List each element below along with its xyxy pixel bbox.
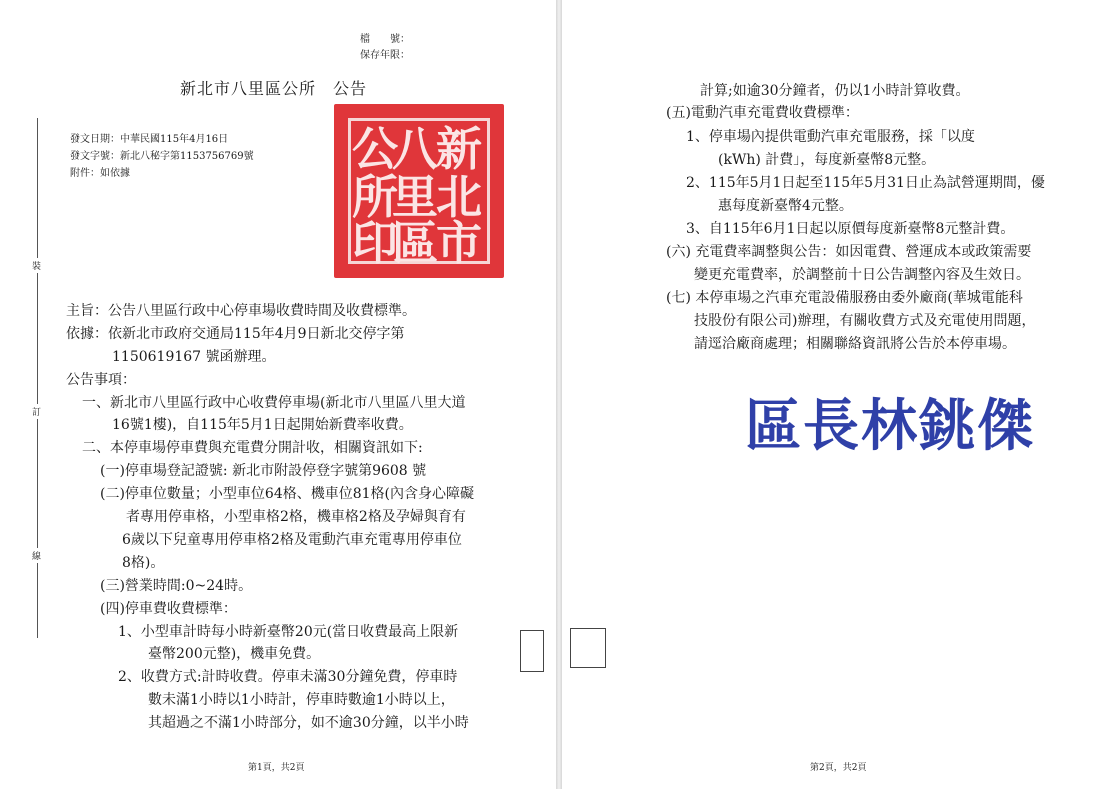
attachment-note: 附件：如依據	[70, 168, 130, 179]
seal-char: 里	[392, 170, 438, 224]
notice-heading: 公告事項：	[66, 372, 136, 388]
sub-item-2-line-2: 者專用停車格，小型車格2格，機車格2格及孕婦與育有	[126, 509, 466, 525]
charge-rule-1-line-1: 1、停車場內提供電動汽車充電服務，採「以度	[686, 129, 975, 145]
sub-item-4: (四)停車費收費標準：	[100, 601, 237, 617]
binding-char-2: 訂	[32, 404, 41, 419]
basis-line-2: 1150619167 號函辦理。	[112, 349, 276, 365]
fee-rule-2-line-3: 其超過之不滿1小時部分，如不逾30分鐘，以半小時	[148, 715, 469, 731]
charge-rule-3: 3、自115年6月1日起以原價每度新臺幣8元整計費。	[686, 221, 1015, 237]
seal-char: 所	[352, 170, 398, 224]
binding-char-1: 裝	[32, 258, 41, 273]
retention-period-label: 保存年限：	[360, 50, 410, 61]
item-1-line-1: 一、新北市八里區行政中心收費停車場(新北市八里區八里大道	[82, 395, 466, 411]
seal-char: 公	[352, 122, 398, 176]
sub-item-2-line-4: 8格)。	[122, 555, 165, 571]
item-1-line-2: 16號1樓)，自115年5月1日起開始新費率收費。	[112, 417, 413, 433]
seal-char: 北	[436, 170, 482, 224]
director-signature: 區長林銚傑	[745, 394, 1035, 459]
charge-rule-2-line-1: 2、115年5月1日起至115年5月31日止為試營運期間，優	[686, 175, 1045, 191]
charge-rule-2-line-2: 惠每度新臺幣4元整。	[718, 198, 853, 214]
seal-char: 區	[392, 216, 438, 270]
basis-line-1: 依據：依新北市政府交通局115年4月9日新北交停字第	[66, 326, 405, 342]
sub-item-5: (五)電動汽車充電費收費標準：	[666, 105, 859, 121]
reference-number: 發文字號：新北八秘字第1153756769號	[70, 151, 254, 162]
sub-item-2-line-3: 6歲以下兒童專用停車格2格及電動汽車充電專用停車位	[122, 532, 462, 548]
binding-stamp	[570, 628, 606, 668]
continued-line: 計算;如逾30分鐘者，仍以1小時計算收費。	[700, 83, 970, 99]
sub-item-7-line-1: (七) 本停車場之汽車充電設備服務由委外廠商(華城電能科	[666, 290, 1023, 306]
sub-item-7-line-2: 技股份有限公司)辦理，有關收費方式及充電使用問題，	[694, 313, 1036, 329]
binding-stamp	[520, 630, 544, 672]
fee-rule-1-line-1: 1、小型車計時每小時新臺幣20元(當日收費最高上限新	[118, 624, 459, 640]
charge-rule-1-line-2: (kWh) 計費」，每度新臺幣8元整。	[718, 152, 936, 168]
page-1	[0, 0, 556, 789]
sub-item-2-line-1: (二)停車位數量；小型車位64格、機車位81格(內含身心障礙	[100, 486, 475, 502]
sub-item-6-line-1: (六) 充電費率調整與公告：如因電費、營運成本或政策需要	[666, 244, 1032, 260]
fee-rule-2-line-1: 2、收費方式:計時收費。停車未滿30分鐘免費，停車時	[118, 669, 458, 685]
subject-line: 主旨：公告八里區行政中心停車場收費時間及收費標準。	[66, 303, 416, 319]
seal-char: 新	[436, 122, 482, 176]
official-seal	[334, 104, 504, 278]
issue-date: 發文日期：中華民國115年4月16日	[70, 134, 229, 145]
sub-item-3: (三)營業時間:0~24時。	[100, 578, 253, 594]
document-title: 新北市八里區公所 公告	[180, 79, 368, 98]
item-2-line: 二、本停車場停車費與充電費分開計收，相關資訊如下:	[82, 440, 423, 456]
file-number-label: 檔 號：	[360, 34, 410, 45]
seal-char: 市	[436, 216, 482, 270]
seal-char: 八	[392, 122, 438, 176]
page-footer-1: 第1頁，共2頁	[248, 763, 305, 773]
page-footer-2: 第2頁，共2頁	[810, 763, 867, 773]
binding-char-3: 線	[32, 548, 41, 563]
sub-item-7-line-3: 請逕洽廠商處理；相關聯絡資訊將公告於本停車場。	[694, 336, 1016, 352]
sub-item-1: (一)停車場登記證號: 新北市附設停登字號第9608 號	[100, 463, 427, 479]
fee-rule-1-line-2: 臺幣200元整)，機車免費。	[148, 646, 321, 662]
sub-item-6-line-2: 變更充電費率，於調整前十日公告調整內容及生效日。	[694, 267, 1030, 283]
fee-rule-2-line-2: 數未滿1小時以1小時計，停車時數逾1小時以上，	[148, 692, 455, 708]
seal-char: 印	[352, 216, 398, 270]
